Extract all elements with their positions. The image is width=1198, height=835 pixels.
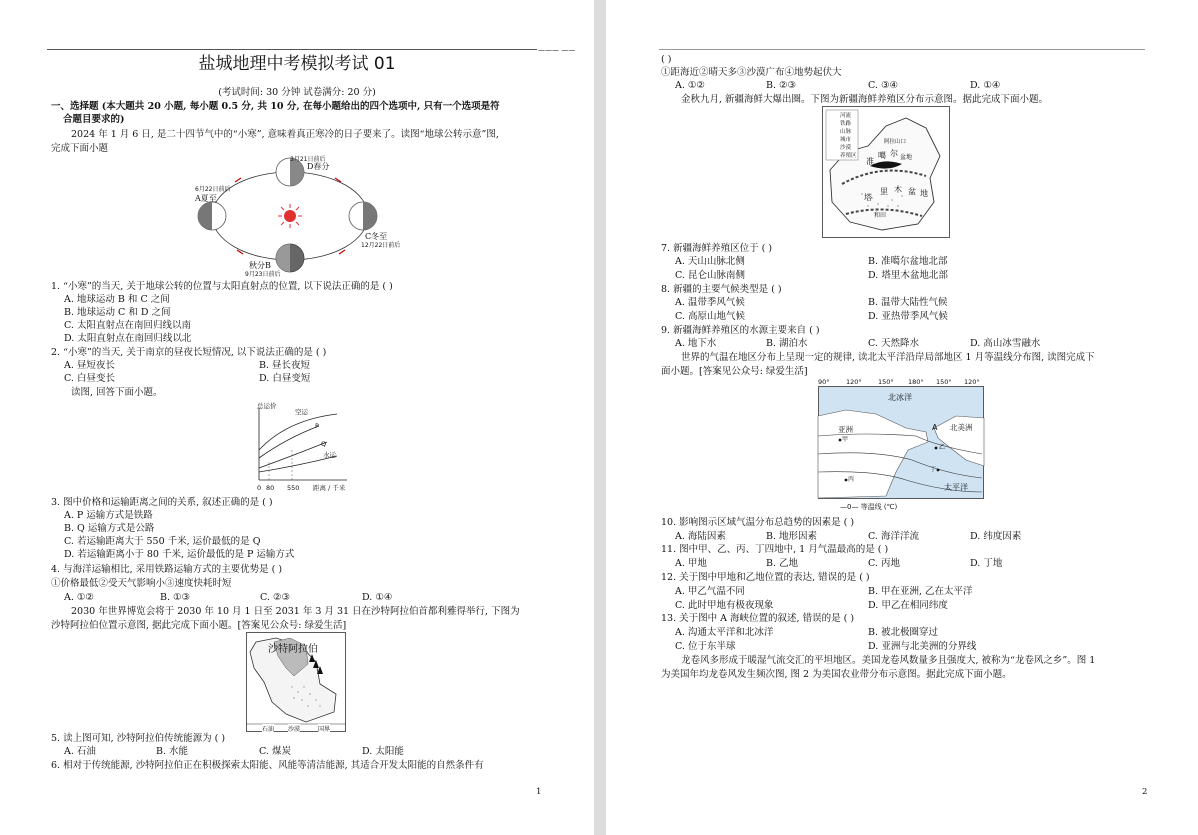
series-p [259,426,319,458]
option[interactable]: D. 白昼变短 [259,373,311,384]
option[interactable]: B. Q 运输方式是公路 [64,523,155,534]
pacific-isotherm-map [816,376,986,514]
option[interactable]: D. ①④ [362,592,393,603]
question-4-items: ①价格最低②受天气影响小③速度快耗时短 [51,578,232,589]
earth-c [349,202,377,230]
option[interactable]: B. 被北极圈穿过 [868,627,939,638]
map-label: 和田 [874,212,887,219]
date-d: 3月21日前后 [290,156,326,163]
sun [278,204,302,228]
option[interactable]: C. 丙地 [868,558,900,569]
asia-label: 亚洲 [838,425,853,434]
question-7: 7. 新疆海鲜养殖区位于 ( ) [661,243,773,254]
map-label: 木 [894,185,902,194]
intro-text: 金秋九月, 新疆海鲜大爆出圈。下图为新疆海鲜养殖区分布示意图。据此完成下面小题。 [681,94,1049,105]
page-2 [606,0,1198,835]
map-label: 阿拉山口 [884,139,907,145]
point-yi [935,447,938,450]
option[interactable]: D. 亚热带季风气候 [868,311,948,322]
option[interactable]: D. ①④ [970,80,1001,91]
question-8: 8. 新疆的主要气候类型是 ( ) [661,284,782,295]
option[interactable]: B. 湖泊水 [766,338,808,349]
date-b: 9月23日前后 [245,271,281,278]
lon-label: 180° [908,378,924,386]
option[interactable]: B. 地球运动 C 和 D 之间 [64,307,171,318]
option[interactable]: C. 白昼变长 [64,373,115,384]
map-label: 里 [880,187,888,196]
option[interactable]: A. 天山山脉北侧 [675,256,745,267]
option[interactable]: C. 太阳直射点在南回归线以南 [64,320,191,331]
option[interactable]: B. 水能 [156,746,189,757]
option[interactable]: B. 甲在亚洲, 乙在太平洋 [868,586,973,597]
option[interactable]: A. 海陆因素 [675,531,726,542]
option[interactable]: D. 亚洲与北美洲的分界线 [868,641,977,652]
isotherm-legend: —0— 等温线 (℃) [840,503,898,511]
point-label: 甲 [842,436,849,443]
label-b: 秋分B [249,261,271,270]
chart-ylabel: 总运价 [257,402,277,410]
saudi-arabia-map [246,632,346,732]
page-gutter [594,0,606,835]
option[interactable]: A. 石油 [64,746,96,757]
x-tick: 0 [257,484,262,492]
lon-label: 150° [878,378,894,386]
transport-chart [247,400,357,492]
pacific-label: 太平洋 [944,483,968,492]
option[interactable]: D. 若运输距离小于 80 千米, 运价最低的是 P 运输方式 [64,549,295,560]
option[interactable]: B. 温带大陆性气候 [868,297,948,308]
legend-city: 城市 [840,137,852,143]
arctic-ocean-label: 北冰洋 [888,393,912,402]
option[interactable]: A. ①② [64,592,94,603]
option[interactable]: C. 此时甲地有极夜现象 [675,600,774,611]
x-tick: 80 [266,484,275,492]
header-mark: ——— —— [538,46,576,54]
question-12: 12. 关于图中甲地和乙地位置的表达, 错误的是 ( ) [661,572,870,583]
option[interactable]: A. 地球运动 B 和 C 之间 [64,294,170,305]
option[interactable]: C. 昆仑山脉南侧 [675,270,745,281]
intro-text: 龙卷风多形成于暖湿气流交汇的平坦地区。美国龙卷风数量多且强度大, 被称为“龙卷风之乡”。图 1 [681,655,1096,666]
legend-border: 国界 [318,724,330,736]
map-label: 尔 [890,149,898,158]
question-13: 13. 关于图中 A 海峡位置的叙述, 错误的是 ( ) [661,613,855,624]
option[interactable]: C. ②③ [260,592,291,603]
intro-text: 世界的气温在地区分布上呈现一定的规律, 读北太平洋沿岸局部地区 1 月等温线分布图, 读图完成下 [681,352,1095,363]
map-label: 盆 [908,187,916,196]
legend-desert: 沙漠 [288,724,300,736]
exam-info: (考试时间: 30 分钟 试卷满分: 20 分) [218,87,376,98]
intro-text: 沙特阿拉伯位置示意图, 据此完成下面小题。[答案见公众号: 绿爱生活] [51,620,347,631]
x-tick: 550 [287,484,300,492]
intro-text: 2024 年 1 月 6 日, 是二十四节气中的“小寒”, 意味着真正寒冷的日子要来了。读图“地球公转示意”图, [71,129,499,140]
earth-b [276,244,304,272]
option[interactable]: C. 天然降水 [868,338,919,349]
option[interactable]: B. 地形因素 [766,531,818,542]
date-c: 12月22日前后 [361,242,401,249]
saudi-label: 沙特阿拉伯 [268,644,318,655]
intro-text: 2030 年世界博览会将于 2030 年 10 月 1 日至 2031 年 3 月 31 日在沙特阿拉伯首都利雅得举行, 下图为 [71,606,520,617]
lon-label: 120° [846,378,862,386]
map-label: 塔 [864,193,872,202]
point-jia [839,439,842,442]
map-label: 盆地 [900,154,913,161]
legend-river: 河流 [840,113,852,119]
option[interactable]: C. 高原山地气候 [675,311,745,322]
option[interactable]: D. 甲乙在相同纬度 [868,600,948,611]
header-rule [47,49,537,50]
orbit-arrow [339,250,345,254]
option[interactable]: B. ②③ [766,80,797,91]
option[interactable]: B. 昼长夜短 [259,360,311,371]
read-figure-text: 读图, 回答下面小题。 [71,387,163,398]
point-label: 丙 [848,476,855,483]
lon-label: 150° [936,378,952,386]
option[interactable]: A. 温带季风气候 [675,297,745,308]
header-rule [659,49,1145,50]
intro-text: 面小题。[答案见公众号: 绿爱生活] [661,366,808,377]
page-1 [0,0,594,835]
orbit-arrow [235,178,241,182]
question-6: 6. 相对于传统能源, 沙特阿拉伯正在积极探索太阳能、风能等清洁能源, 其适合开发太阳能的自然条件有 [51,760,484,771]
earth-a [198,202,226,230]
point-ding [937,469,940,472]
option[interactable]: D. 丁地 [970,558,1003,569]
option[interactable]: A. 沟通太平洋和北冰洋 [675,627,774,638]
north-america-label: 北美洲 [950,423,973,432]
option[interactable]: D. 塔里木盆地北部 [868,270,948,281]
option[interactable]: A. 昼短夜长 [64,360,115,371]
option[interactable]: A. P 运输方式是铁路 [64,510,153,521]
map-label: 准 [866,157,874,166]
date-a: 6月22日前后 [195,186,231,193]
legend-oil: 石油 [262,724,274,736]
option[interactable]: D. 高山冰雪融水 [970,338,1041,349]
option[interactable]: C. ③④ [868,80,899,91]
legend-desert: 沙漠 [840,145,852,151]
series-label-p: P [315,422,319,430]
page-number: 2 [1142,787,1148,797]
option[interactable]: D. 纬度因素 [970,531,1022,542]
earth-orbit-figure [195,154,405,279]
option[interactable]: C. 位于东半球 [675,641,736,652]
series-label-water: 水运 [323,451,336,459]
intro-text: 完成下面小题 [51,143,109,154]
question-5: 5. 读上图可知, 沙特阿拉伯传统能源为 ( ) [51,733,226,744]
legend-mountain: 山脉 [840,129,852,135]
question-9: 9. 新疆海鲜养殖区的水源主要来自 ( ) [661,325,820,336]
map-label: 地 [920,189,928,198]
option[interactable]: B. 乙地 [766,558,799,569]
question-1: 1. “小寒”的当天, 关于地球公转的位置与太阳直射点的位置, 以下说法正确的是 ( ) [51,281,393,292]
option[interactable]: D. 太阳直射点在南回归线以北 [64,333,192,344]
page-title: 盐城地理中考模拟考试 01 [198,54,396,74]
question-6-cont: ( ) [661,54,672,65]
option[interactable]: C. 海洋洋流 [868,531,919,542]
lon-label: 90° [818,378,830,386]
question-2: 2. “小寒”的当天, 关于南京的昼夜长短情况, 以下说法正确的是 ( ) [51,347,327,358]
section-heading: 一、选择题 (本大题共 20 小题, 每小题 0.5 分, 共 10 分, 在每小题给出的四个选项中, 只有一个选项是符 [51,101,500,112]
point-label: 丁 [930,466,937,473]
map-label: 噶 [878,151,886,160]
option[interactable]: D. 太阳能 [362,746,404,757]
legend-aquaculture: 养殖区 [840,153,857,159]
label-c: C冬至 [365,232,388,241]
option[interactable]: C. 煤炭 [259,746,291,757]
option[interactable]: A. 地下水 [675,338,717,349]
section-heading-cont: 合题目要求的) [63,114,125,125]
xinjiang-map [822,106,950,238]
option[interactable]: A. ①② [675,80,705,91]
lon-label: 120° [964,378,980,386]
option[interactable]: C. 若运输距离大于 550 千米, 运价最低的是 Q [64,536,261,547]
question-6-items: ①距海近②晴天多③沙漠广布④地势起伏大 [661,67,842,78]
option[interactable]: A. 甲乙气温不同 [675,586,745,597]
question-10: 10. 影响图示区域气温分布总趋势的因素是 ( ) [661,517,855,528]
option[interactable]: B. 准噶尔盆地北部 [868,256,948,267]
question-3: 3. 图中价格和运输距离之间的关系, 叙述正确的是 ( ) [51,497,273,508]
chart-xlabel: 距离 / 千米 [313,484,346,492]
label-a: A夏至 [195,194,217,203]
point-label: 乙 [939,444,946,451]
question-11: 11. 图中甲、乙、丙、丁四地中, 1 月气温最高的是 ( ) [661,544,889,555]
label-d: D春分 [307,162,330,171]
option[interactable]: A. 甲地 [675,558,707,569]
series-q [259,442,327,468]
point-bing [845,479,848,482]
series-label-q: Q [321,440,327,448]
legend-railway: 铁路 [840,121,852,127]
page-number: 1 [536,787,542,797]
option[interactable]: B. ①③ [160,592,191,603]
intro-text: 为美国年均龙卷风发生频次图, 图 2 为美国农业带分布示意图。据此完成下面小题。 [661,669,1012,680]
question-4: 4. 与海洋运输相比, 采用铁路运输方式的主要优势是 ( ) [51,564,283,575]
series-label-air: 空运 [295,408,308,416]
strait-label: A [932,423,938,432]
